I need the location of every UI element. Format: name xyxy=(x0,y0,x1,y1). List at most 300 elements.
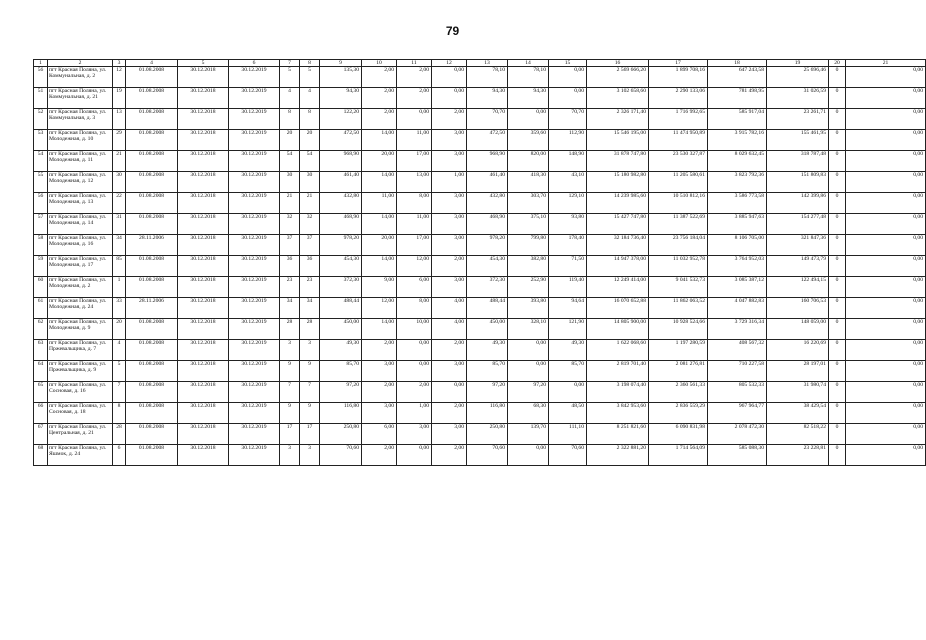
table-cell: 78,10 xyxy=(467,67,508,88)
table-cell: 10,00 xyxy=(397,319,432,340)
table-cell: 37 xyxy=(300,235,320,256)
table-cell: 1,00 xyxy=(397,403,432,424)
table-cell: 805 532,33 xyxy=(708,382,767,403)
table-cell: 01.08.2008 xyxy=(126,424,178,445)
column-header: 16 xyxy=(587,60,649,67)
table-cell: 34 xyxy=(280,298,300,319)
table-cell: 12 xyxy=(113,67,126,88)
table-cell: 0 xyxy=(829,109,846,130)
table-cell: 372,30 xyxy=(467,277,508,298)
table-cell: 2 322 881,20 xyxy=(587,445,649,466)
table-cell: 303,70 xyxy=(508,193,549,214)
table-cell: 3 xyxy=(280,445,300,466)
table-cell: 4,00 xyxy=(432,298,467,319)
table-cell: 22 xyxy=(113,193,126,214)
table-cell: 0 xyxy=(829,298,846,319)
table-row xyxy=(34,235,926,256)
address-cell: пгт Красная Поляна, ул. Молодежная, д. 12 xyxy=(48,172,113,193)
table-cell: 11,00 xyxy=(397,130,432,151)
table-cell: 30.12.2019 xyxy=(229,340,280,361)
table-cell: 0 xyxy=(829,193,846,214)
table-cell: 1 716 992,65 xyxy=(649,109,708,130)
table-cell: 0,00 xyxy=(432,382,467,403)
table-cell: 0,00 xyxy=(397,109,432,130)
table-cell: 30.12.2019 xyxy=(229,193,280,214)
table-cell: 0 xyxy=(829,340,846,361)
table-cell: 0,00 xyxy=(508,361,549,382)
table-row xyxy=(34,424,926,445)
table-cell: 17,00 xyxy=(397,151,432,172)
table-cell: 148,90 xyxy=(549,151,587,172)
table-cell: 30.12.2019 xyxy=(229,445,280,466)
table-cell: 468,90 xyxy=(467,214,508,235)
address-cell: пгт Красная Поляна, ул. Пржевальщика, д. 9 xyxy=(48,361,113,382)
table-cell: 8 xyxy=(280,109,300,130)
table-cell: 20,00 xyxy=(362,151,397,172)
table-cell: 122,20 xyxy=(320,109,362,130)
table-cell: 43,10 xyxy=(549,172,587,193)
table-cell: 160 706,53 xyxy=(767,298,829,319)
table-cell: 3 xyxy=(300,445,320,466)
table-cell: 2,00 xyxy=(397,88,432,109)
table-cell: 0,00 xyxy=(549,67,587,88)
table-cell: 111,10 xyxy=(549,424,587,445)
table-cell: 12,00 xyxy=(397,256,432,277)
table-cell: 116,80 xyxy=(467,403,508,424)
table-cell: 62 xyxy=(34,319,48,340)
table-cell: 30.12.2019 xyxy=(229,319,280,340)
table-cell: 0,00 xyxy=(397,445,432,466)
table-cell: 5 xyxy=(113,361,126,382)
table-cell: 116,80 xyxy=(320,403,362,424)
table-cell: 33 xyxy=(113,298,126,319)
table-cell: 0,00 xyxy=(846,193,926,214)
table-cell: 0 xyxy=(829,277,846,298)
table-cell: 799,80 xyxy=(508,235,549,256)
address-cell: пгт Красная Поляна, ул. Молодежная, д. 13 xyxy=(48,193,113,214)
table-cell: 2,00 xyxy=(362,88,397,109)
table-cell: 34 xyxy=(113,235,126,256)
table-cell: 0 xyxy=(829,130,846,151)
table-cell: 36 xyxy=(280,256,300,277)
table-cell: 30.12.2018 xyxy=(178,319,229,340)
address-cell: пгт Красная Поляна, ул. Молодежная, д. 11 xyxy=(48,151,113,172)
table-cell: 781 498,95 xyxy=(708,88,767,109)
table-cell: 23 261,71 xyxy=(767,109,829,130)
table-cell: 55 xyxy=(34,172,48,193)
table-cell: 30.12.2018 xyxy=(178,172,229,193)
table-cell: 70,60 xyxy=(467,445,508,466)
table-cell: 3,00 xyxy=(397,424,432,445)
table-cell: 31 878 747,80 xyxy=(587,151,649,172)
table-cell: 30.12.2019 xyxy=(229,235,280,256)
table-cell: 968,90 xyxy=(320,151,362,172)
table-row xyxy=(34,214,926,235)
table-cell: 57 xyxy=(34,214,48,235)
table-cell: 11 387 522,69 xyxy=(649,214,708,235)
table-cell: 67 xyxy=(34,424,48,445)
table-cell: 967 964,77 xyxy=(708,403,767,424)
table-cell: 15 180 982,80 xyxy=(587,172,649,193)
table-cell: 3 198 074,40 xyxy=(587,382,649,403)
table-cell: 418,30 xyxy=(508,172,549,193)
table-cell: 23 228,81 xyxy=(767,445,829,466)
table-cell: 2,00 xyxy=(362,109,397,130)
table-cell: 3,00 xyxy=(432,151,467,172)
table-cell: 30.12.2018 xyxy=(178,382,229,403)
table-cell: 0,00 xyxy=(508,109,549,130)
table-cell: 468,90 xyxy=(320,214,362,235)
table-cell: 382,80 xyxy=(508,256,549,277)
table-cell: 122 494,15 xyxy=(767,277,829,298)
table-cell: 2 078 472,30 xyxy=(708,424,767,445)
table-cell: 359,60 xyxy=(508,130,549,151)
table-cell: 0 xyxy=(829,67,846,88)
table-cell: 6 090 831,98 xyxy=(649,424,708,445)
table-row xyxy=(34,298,926,319)
table-cell: 82 518,22 xyxy=(767,424,829,445)
table-cell: 488,44 xyxy=(467,298,508,319)
table-cell: 3,00 xyxy=(432,361,467,382)
table-cell: 01.08.2008 xyxy=(126,214,178,235)
table-cell: 3 842 953,60 xyxy=(587,403,649,424)
table-cell: 2,00 xyxy=(362,67,397,88)
table-cell: 3,00 xyxy=(432,277,467,298)
table-header xyxy=(34,60,926,67)
address-cell: пгт Красная Поляна, ул. Молодежная, д. 14 xyxy=(48,214,113,235)
table-cell: 6,00 xyxy=(397,277,432,298)
table-cell: 30.12.2019 xyxy=(229,403,280,424)
table-cell: 30.12.2018 xyxy=(178,445,229,466)
table-cell: 252,90 xyxy=(508,277,549,298)
table-cell: 461,40 xyxy=(467,172,508,193)
table-cell: 7 xyxy=(280,382,300,403)
table-cell: 450,00 xyxy=(467,319,508,340)
table-cell: 94,30 xyxy=(320,88,362,109)
table-cell: 318 787,48 xyxy=(767,151,829,172)
table-cell: 30.12.2019 xyxy=(229,172,280,193)
table-cell: 54 xyxy=(300,151,320,172)
column-header: 20 xyxy=(829,60,846,67)
table-cell: 4 xyxy=(280,88,300,109)
table-row xyxy=(34,130,926,151)
table-cell: 17 xyxy=(300,424,320,445)
table-cell: 31 980,74 xyxy=(767,382,829,403)
table-cell: 112,90 xyxy=(549,130,587,151)
table-cell: 93,80 xyxy=(549,214,587,235)
table-cell: 4 xyxy=(300,88,320,109)
table-cell: 94,30 xyxy=(467,88,508,109)
table-cell: 0,00 xyxy=(846,445,926,466)
table-row xyxy=(34,319,926,340)
table-cell: 49,30 xyxy=(320,340,362,361)
table-cell: 28.11.2006 xyxy=(126,235,178,256)
table-cell: 11,00 xyxy=(362,193,397,214)
table-cell: 01.08.2008 xyxy=(126,88,178,109)
column-header: 10 xyxy=(362,60,397,67)
table-cell: 3,00 xyxy=(362,403,397,424)
table-cell: 3 xyxy=(280,340,300,361)
address-cell: пгт Красная Поляна, ул. Пржевальщика, д. 7 xyxy=(48,340,113,361)
table-cell: 978,20 xyxy=(320,235,362,256)
table-cell: 85 xyxy=(113,256,126,277)
table-cell: 0,00 xyxy=(846,424,926,445)
table-cell: 250,80 xyxy=(467,424,508,445)
table-cell: 0,00 xyxy=(549,382,587,403)
table-cell: 9,00 xyxy=(362,277,397,298)
column-header: 7 xyxy=(280,60,300,67)
table-cell: 11 474 950,89 xyxy=(649,130,708,151)
table-cell: 0 xyxy=(829,172,846,193)
table-row xyxy=(34,382,926,403)
table-cell: 0,00 xyxy=(432,88,467,109)
table-cell: 432,80 xyxy=(320,193,362,214)
table-cell: 0,00 xyxy=(846,214,926,235)
page-number: 79 xyxy=(445,24,460,38)
table-cell: 2,00 xyxy=(432,340,467,361)
address-cell: пгт Красная Поляна, ул. Центральная, д. 21 xyxy=(48,424,113,445)
table-cell: 51 xyxy=(34,88,48,109)
table-cell: 0 xyxy=(829,88,846,109)
table-cell: 0,00 xyxy=(846,403,926,424)
table-cell: 4 047 882,83 xyxy=(708,298,767,319)
table-cell: 2 569 666,20 xyxy=(587,67,649,88)
table-cell: 7 xyxy=(113,382,126,403)
table-row xyxy=(34,67,926,88)
table-cell: 54 xyxy=(280,151,300,172)
table-cell: 1,00 xyxy=(432,172,467,193)
table-cell: 0,00 xyxy=(846,340,926,361)
table-cell: 0 xyxy=(829,424,846,445)
table-cell: 2,00 xyxy=(432,256,467,277)
table-cell: 2,00 xyxy=(397,67,432,88)
table-cell: 53 xyxy=(34,130,48,151)
table-cell: 450,00 xyxy=(320,319,362,340)
table-cell: 20 xyxy=(113,319,126,340)
table-cell: 0,00 xyxy=(846,109,926,130)
table-cell: 30.12.2018 xyxy=(178,277,229,298)
table-cell: 129,10 xyxy=(549,193,587,214)
column-header: 14 xyxy=(508,60,549,67)
address-cell: пгт Красная Поляна, ул. Коммунальная, д. 21 xyxy=(48,88,113,109)
table-row xyxy=(34,445,926,466)
table-cell: 0,00 xyxy=(846,277,926,298)
table-cell: 78,10 xyxy=(508,67,549,88)
table-cell: 142 399,86 xyxy=(767,193,829,214)
table-cell: 432,80 xyxy=(467,193,508,214)
table-cell: 0 xyxy=(829,256,846,277)
table-cell: 1 899 708,16 xyxy=(649,67,708,88)
table-cell: 13,00 xyxy=(397,172,432,193)
table-cell: 148 059,00 xyxy=(767,319,829,340)
table-cell: 1 197 280,59 xyxy=(649,340,708,361)
table-cell: 11 032 952,78 xyxy=(649,256,708,277)
table-cell: 01.08.2008 xyxy=(126,67,178,88)
table-cell: 2 819 701,40 xyxy=(587,361,649,382)
table-cell: 1 622 068,60 xyxy=(587,340,649,361)
table-cell: 0 xyxy=(829,382,846,403)
table-cell: 0 xyxy=(829,403,846,424)
table-cell: 01.08.2008 xyxy=(126,109,178,130)
table-cell: 968,90 xyxy=(467,151,508,172)
table-cell: 0 xyxy=(829,361,846,382)
table-cell: 30.12.2018 xyxy=(178,193,229,214)
table-cell: 0,00 xyxy=(846,382,926,403)
table-cell: 30.12.2018 xyxy=(178,109,229,130)
table-cell: 375,10 xyxy=(508,214,549,235)
table-cell: 29 xyxy=(113,130,126,151)
table-cell: 28 xyxy=(300,319,320,340)
table-cell: 85,70 xyxy=(467,361,508,382)
table-cell: 97,20 xyxy=(508,382,549,403)
table-cell: 36 xyxy=(300,256,320,277)
table-cell: 30.12.2018 xyxy=(178,67,229,88)
table-cell: 121,90 xyxy=(549,319,587,340)
table-cell: 68 xyxy=(34,445,48,466)
table-cell: 49,30 xyxy=(467,340,508,361)
table-cell: 4 xyxy=(113,340,126,361)
table-cell: 30.12.2018 xyxy=(178,403,229,424)
column-number-row xyxy=(34,60,926,67)
table-cell: 978,20 xyxy=(467,235,508,256)
table-cell: 68,30 xyxy=(508,403,549,424)
table-cell: 4,00 xyxy=(432,319,467,340)
table-cell: 119,40 xyxy=(549,277,587,298)
table-cell: 149 473,79 xyxy=(767,256,829,277)
table-cell: 01.08.2008 xyxy=(126,256,178,277)
table-cell: 8 029 632,45 xyxy=(708,151,767,172)
table-cell: 710 227,58 xyxy=(708,361,767,382)
table-cell: 1 xyxy=(113,277,126,298)
table-cell: 155 461,95 xyxy=(767,130,829,151)
table-cell: 3 xyxy=(300,340,320,361)
table-cell: 7 xyxy=(300,382,320,403)
table-cell: 17,00 xyxy=(397,235,432,256)
table-cell: 20 xyxy=(280,130,300,151)
table-cell: 30.12.2018 xyxy=(178,130,229,151)
housing-table xyxy=(33,59,926,466)
table-cell: 38 429,54 xyxy=(767,403,829,424)
table-cell: 70,70 xyxy=(467,109,508,130)
column-header: 19 xyxy=(767,60,829,67)
table-cell: 97,20 xyxy=(467,382,508,403)
table-cell: 30.12.2018 xyxy=(178,235,229,256)
table-cell: 30.12.2019 xyxy=(229,424,280,445)
table-cell: 0,00 xyxy=(846,88,926,109)
table-body xyxy=(34,67,926,466)
table-cell: 5 xyxy=(280,67,300,88)
column-header: 15 xyxy=(549,60,587,67)
table-cell: 01.08.2008 xyxy=(126,403,178,424)
column-header: 5 xyxy=(178,60,229,67)
table-cell: 30.12.2018 xyxy=(178,88,229,109)
table-cell: 66 xyxy=(34,403,48,424)
column-header: 11 xyxy=(397,60,432,67)
table-cell: 01.08.2008 xyxy=(126,151,178,172)
table-cell: 30.12.2019 xyxy=(229,67,280,88)
table-cell: 01.08.2008 xyxy=(126,361,178,382)
column-header: 13 xyxy=(467,60,508,67)
table-cell: 30.12.2019 xyxy=(229,109,280,130)
table-cell: 70,60 xyxy=(549,445,587,466)
table-cell: 0,00 xyxy=(846,235,926,256)
table-cell: 0 xyxy=(829,235,846,256)
address-cell: пгт Красная Поляна, ул. Молодежная, д. 9 xyxy=(48,319,113,340)
table-cell: 0 xyxy=(829,445,846,466)
table-cell: 151 809,83 xyxy=(767,172,829,193)
table-cell: 0,00 xyxy=(397,361,432,382)
table-cell: 8 106 705,00 xyxy=(708,235,767,256)
table-cell: 65 xyxy=(34,382,48,403)
table-cell: 01.08.2008 xyxy=(126,382,178,403)
table-cell: 0,00 xyxy=(508,340,549,361)
table-cell: 28.11.2006 xyxy=(126,298,178,319)
table-cell: 30.12.2018 xyxy=(178,361,229,382)
table-cell: 30.12.2018 xyxy=(178,151,229,172)
table-cell: 139,70 xyxy=(508,424,549,445)
table-row xyxy=(34,277,926,298)
table-cell: 8,00 xyxy=(397,193,432,214)
table-cell: 2 081 276,81 xyxy=(649,361,708,382)
table-cell: 23 xyxy=(300,277,320,298)
table-cell: 2 836 559,29 xyxy=(649,403,708,424)
table-cell: 31 xyxy=(113,214,126,235)
table-cell: 01.08.2008 xyxy=(126,277,178,298)
table-cell: 2,00 xyxy=(432,445,467,466)
table-cell: 0,00 xyxy=(846,256,926,277)
table-cell: 30.12.2018 xyxy=(178,214,229,235)
table-cell: 3 729 316,34 xyxy=(708,319,767,340)
table-cell: 30.12.2019 xyxy=(229,214,280,235)
column-header: 6 xyxy=(229,60,280,67)
table-cell: 454,30 xyxy=(467,256,508,277)
table-cell: 0,00 xyxy=(846,298,926,319)
table-row xyxy=(34,88,926,109)
table-cell: 3,00 xyxy=(362,361,397,382)
table-cell: 454,30 xyxy=(320,256,362,277)
address-cell: пгт Красная Поляна, ул. Сосновая, д. 18 xyxy=(48,403,113,424)
table-cell: 21 xyxy=(280,193,300,214)
table-cell: 0,00 xyxy=(549,88,587,109)
table-cell: 30.12.2019 xyxy=(229,88,280,109)
table-cell: 9 xyxy=(280,403,300,424)
table-cell: 14 947 378,00 xyxy=(587,256,649,277)
table-cell: 1 714 564,09 xyxy=(649,445,708,466)
table-cell: 63 xyxy=(34,340,48,361)
table-cell: 59 xyxy=(34,256,48,277)
table-cell: 56 xyxy=(34,67,48,88)
table-cell: 10 928 524,66 xyxy=(649,319,708,340)
table-cell: 3 915 782,16 xyxy=(708,130,767,151)
table-cell: 85,70 xyxy=(320,361,362,382)
table-cell: 3,00 xyxy=(432,235,467,256)
table-cell: 11,00 xyxy=(397,214,432,235)
table-cell: 21 xyxy=(300,193,320,214)
table-cell: 2,00 xyxy=(432,109,467,130)
table-cell: 10 510 812,16 xyxy=(649,193,708,214)
table-cell: 0,00 xyxy=(846,172,926,193)
address-cell: пгт Красная Поляна, ул. Яшмок, д. 24 xyxy=(48,445,113,466)
column-header: 18 xyxy=(708,60,767,67)
table-cell: 0,00 xyxy=(508,445,549,466)
table-cell: 3,00 xyxy=(432,193,467,214)
table-cell: 3,00 xyxy=(432,424,467,445)
table-cell: 23 756 184,04 xyxy=(649,235,708,256)
table-cell: 11 862 063,52 xyxy=(649,298,708,319)
table-cell: 28 197,01 xyxy=(767,361,829,382)
table-cell: 135,30 xyxy=(320,67,362,88)
table-cell: 0,00 xyxy=(432,67,467,88)
